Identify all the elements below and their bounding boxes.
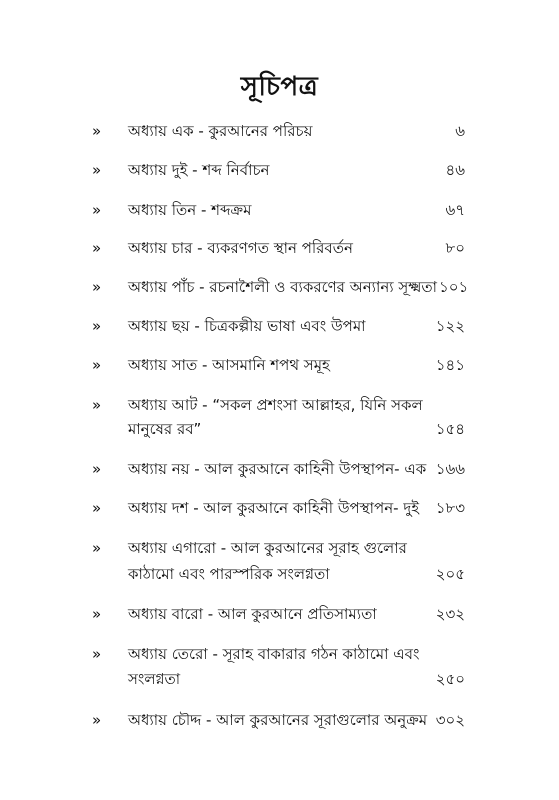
- page-number: ২৫০: [435, 670, 465, 688]
- entry-title: অধ্যায় এক - কুরআনের পরিচয়: [128, 122, 313, 140]
- bullet-icon: »: [92, 356, 102, 374]
- page-number: ১০১: [438, 278, 469, 296]
- bullet-icon: »: [92, 239, 102, 257]
- entry-title: অধ্যায় বারো - আল কুরআনে প্রতিসাম্যতা: [128, 605, 377, 623]
- bullet-icon: »: [92, 278, 102, 296]
- entry-title-continued: কাঠামো এবং পারস্পরিক সংলগ্নতা: [128, 565, 330, 583]
- entry-title: অধ্যায় নয় - আল কুরআনে কাহিনী উপস্থাপন- এক: [128, 460, 427, 478]
- bullet-icon: »: [92, 317, 102, 335]
- page-number: ১২২: [435, 317, 465, 335]
- entry-title: অধ্যায় দুই - শব্দ নির্বাচন: [128, 161, 270, 179]
- entry-title: অধ্যায় এগারো - আল কুরআনের সূরাহ গুলোর: [128, 539, 407, 557]
- entry-title: অধ্যায় তিন - শব্দক্রম: [128, 201, 252, 219]
- entry-title: অধ্যায় দশ - আল কুরআনে কাহিনী উপস্থাপন- দুই: [128, 499, 420, 517]
- page-title: সূচিপত্র: [240, 72, 319, 102]
- page-number: ৬৭: [445, 201, 465, 219]
- bullet-icon: »: [92, 460, 102, 478]
- bullet-icon: »: [92, 396, 102, 414]
- bullet-icon: »: [92, 161, 102, 179]
- entry-title: অধ্যায় সাত - আসমানি শপথ সমূহ: [128, 356, 330, 374]
- entry-title-continued: মানুষের রব”: [128, 420, 202, 438]
- page-number: ৩০২: [435, 711, 465, 729]
- bullet-icon: »: [92, 711, 102, 729]
- page-number: ১৬৬: [435, 460, 465, 478]
- page-number: ২০৫: [435, 565, 465, 583]
- entry-title: অধ্যায় পাঁচ - রচনাশৈলী ও ব্যকরণের অন্যান্য সূক্ষ্মতা: [128, 278, 437, 296]
- bullet-icon: »: [92, 605, 102, 623]
- page-number: ৮০: [445, 239, 465, 257]
- entry-title: অধ্যায় ছয় - চিত্রকল্পীয় ভাষা এবং উপমা: [128, 317, 366, 335]
- bullet-icon: »: [92, 122, 102, 140]
- entry-title: অধ্যায় আট - “সকল প্রশংসা আল্লাহর, যিনি সকল: [128, 396, 423, 414]
- page-number: ১৮৩: [435, 499, 465, 517]
- page-number: ৪৬: [445, 161, 465, 179]
- entry-title: অধ্যায় চার - ব্যকরণগত স্থান পরিবর্তন: [128, 239, 353, 257]
- page-number: ২৩২: [435, 605, 465, 623]
- bullet-icon: »: [92, 201, 102, 219]
- page-number: ৬: [455, 122, 465, 140]
- bullet-icon: »: [92, 499, 102, 517]
- bullet-icon: »: [92, 539, 102, 557]
- bullet-icon: »: [92, 645, 102, 663]
- entry-title: অধ্যায় চৌদ্দ - আল কুরআনের সূরাগুলোর অনুক্রম: [128, 711, 428, 729]
- entry-title-continued: সংলগ্নতা: [128, 670, 181, 688]
- page-number: ১৫৪: [435, 420, 465, 438]
- entry-title: অধ্যায় তেরো - সূরাহ বাকারার গঠন কাঠামো এবং: [128, 645, 420, 663]
- page-number: ১৪১: [435, 356, 465, 374]
